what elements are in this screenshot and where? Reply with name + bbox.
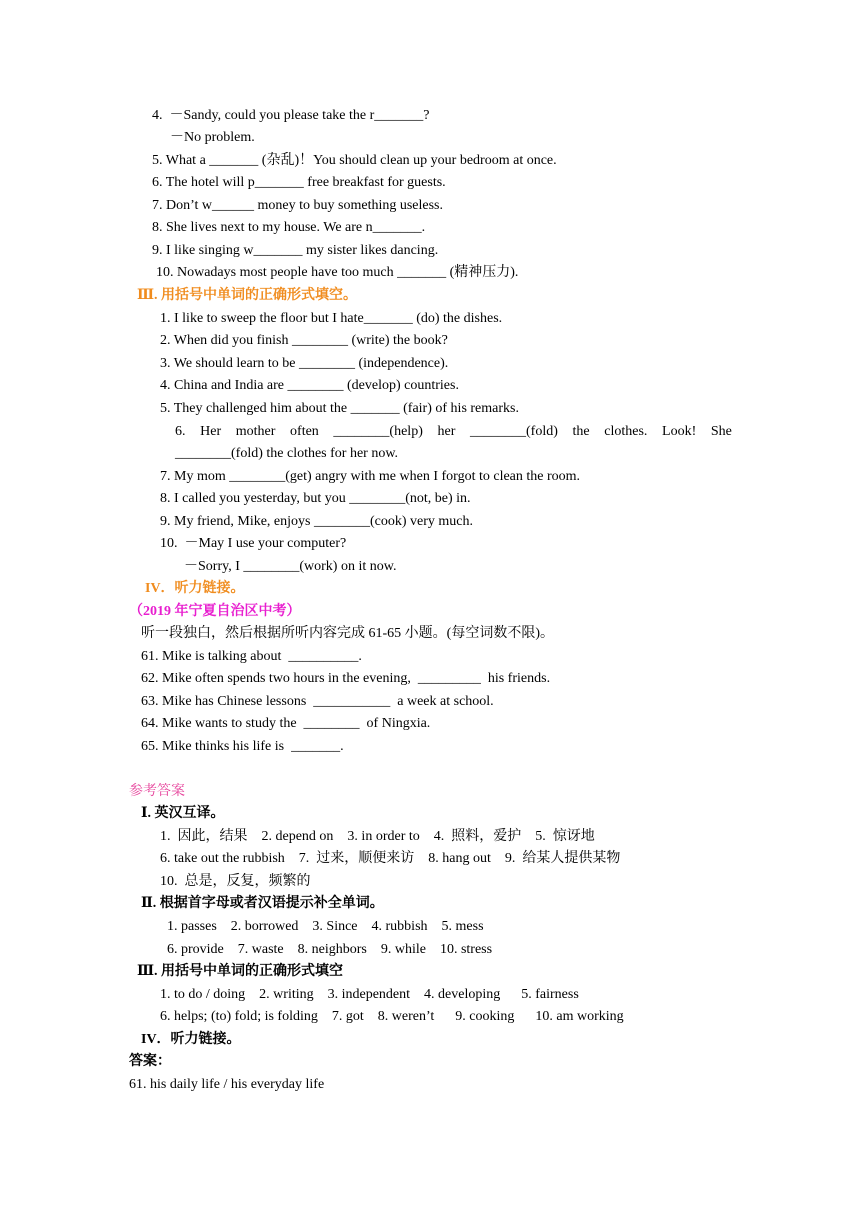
question-4: 4. －Sandy, could you please take the r_______?	[152, 108, 430, 123]
exam-source: （2019 年宁夏自治区中考）	[129, 604, 301, 619]
question-4-reply: －No problem.	[170, 130, 255, 145]
p3-item-6-continued: ________(fold) the clothes for her now.	[175, 446, 399, 461]
answers-section-4-heading: IV．听力链接。	[141, 1032, 241, 1047]
p3-item-6-word: often	[290, 424, 319, 439]
p4-item-62: 62. Mike often spends two hours in the evening, _________ his friends.	[141, 671, 551, 686]
p3-item-6-word: She	[710, 424, 732, 439]
answers-section-3-line: 1. to do / doing 2. writing 3. independent 4. developing 5. fairness	[160, 987, 579, 1002]
question-8: 8. She lives next to my house. We are n_______.	[152, 220, 426, 235]
p3-item-4: 4. China and India are ________ (develop) countries.	[160, 378, 459, 393]
answer-61: 61. his daily life / his everyday life	[129, 1077, 325, 1092]
p3-item-3: 3. We should learn to be ________ (independence).	[160, 356, 449, 371]
p3-item-6-word: her	[437, 424, 456, 439]
question-9: 9. I like singing w_______ my sister likes dancing.	[152, 243, 439, 258]
p4-item-65: 65. Mike thinks his life is _______.	[141, 739, 344, 754]
answers-label: 答案：	[129, 1054, 171, 1069]
p4-item-61: 61. Mike is talking about __________.	[141, 649, 362, 664]
p3-item-6-word: clothes.	[604, 424, 648, 439]
p3-item-9: 9. My friend, Mike, enjoys ________(cook) very much.	[160, 514, 473, 529]
answers-section-1-line: 6. take out the rubbish 7. 过来，顺便来访 8. hang out 9. 给某人提供某物	[160, 851, 621, 866]
answers-section-1-line: 1. 因此，结果 2. depend on 3. in order to 4. 照料，爱护 5. 惊讶地	[160, 829, 595, 844]
p3-item-7: 7. My mom ________(get) angry with me when I forgot to clean the room.	[160, 469, 581, 484]
p3-item-6-word: Look!	[662, 424, 697, 439]
p4-item-63: 63. Mike has Chinese lessons ___________ a week at school.	[141, 694, 494, 709]
question-6: 6. The hotel will p_______ free breakfast for guests.	[152, 175, 446, 190]
p4-item-64: 64. Mike wants to study the ________ of Ningxia.	[141, 716, 431, 731]
p3-item-6	[175, 423, 732, 441]
answers-section-2-heading: Ⅱ. 根据首字母或者汉语提示补全单词。	[141, 896, 384, 911]
answers-section-3-heading: Ⅲ. 用括号中单词的正确形式填空	[137, 964, 344, 979]
listening-instruction: 听一段独白，然后根据所听内容完成 61-65 小题。(每空词数不限)。	[141, 626, 554, 641]
p3-item-6-word: the	[572, 424, 590, 439]
p3-item-1: 1. I like to sweep the floor but I hate_______ (do) the dishes.	[160, 311, 503, 326]
answers-section-1-line: 10. 总是，反复，频繁的	[160, 874, 311, 889]
answers-section-1-heading: Ⅰ. 英汉互译。	[141, 806, 225, 821]
p3-item-6-word: mother	[235, 424, 276, 439]
p3-item-6-word: ________(help)	[333, 424, 423, 439]
section-3-heading: Ⅲ. 用括号中单词的正确形式填空。	[137, 288, 358, 303]
p3-item-2: 2. When did you finish ________ (write) the book?	[160, 333, 448, 348]
p3-item-10-reply: －Sorry, I ________(work) on it now.	[184, 559, 397, 574]
question-10: 10. Nowadays most people have too much _______ (精神压力).	[156, 265, 519, 280]
answers-title: 参考答案	[129, 784, 185, 799]
answers-section-2-line: 1. passes 2. borrowed 3. Since 4. rubbish 5. mess	[167, 919, 484, 934]
p3-item-10: 10. －May I use your computer?	[160, 536, 347, 551]
p3-item-5: 5. They challenged him about the _______ (fair) of his remarks.	[160, 401, 519, 416]
p3-item-6-word: ________(fold)	[470, 424, 558, 439]
p3-item-6-word: Her	[200, 424, 222, 439]
answers-section-2-line: 6. provide 7. waste 8. neighbors 9. while 10. stress	[167, 942, 493, 957]
answers-section-3-line: 6. helps; (to) fold; is folding 7. got 8. weren’t 9. cooking 10. am working	[160, 1009, 624, 1024]
question-5: 5. What a _______ (杂乱)！You should clean up your bedroom at once.	[152, 153, 557, 168]
p3-item-8: 8. I called you yesterday, but you ________(not, be) in.	[160, 491, 471, 506]
question-7: 7. Don’t w______ money to buy something useless.	[152, 198, 444, 213]
section-4-heading: IV．听力链接。	[145, 581, 245, 596]
p3-item-6-word: 6.	[175, 424, 186, 439]
